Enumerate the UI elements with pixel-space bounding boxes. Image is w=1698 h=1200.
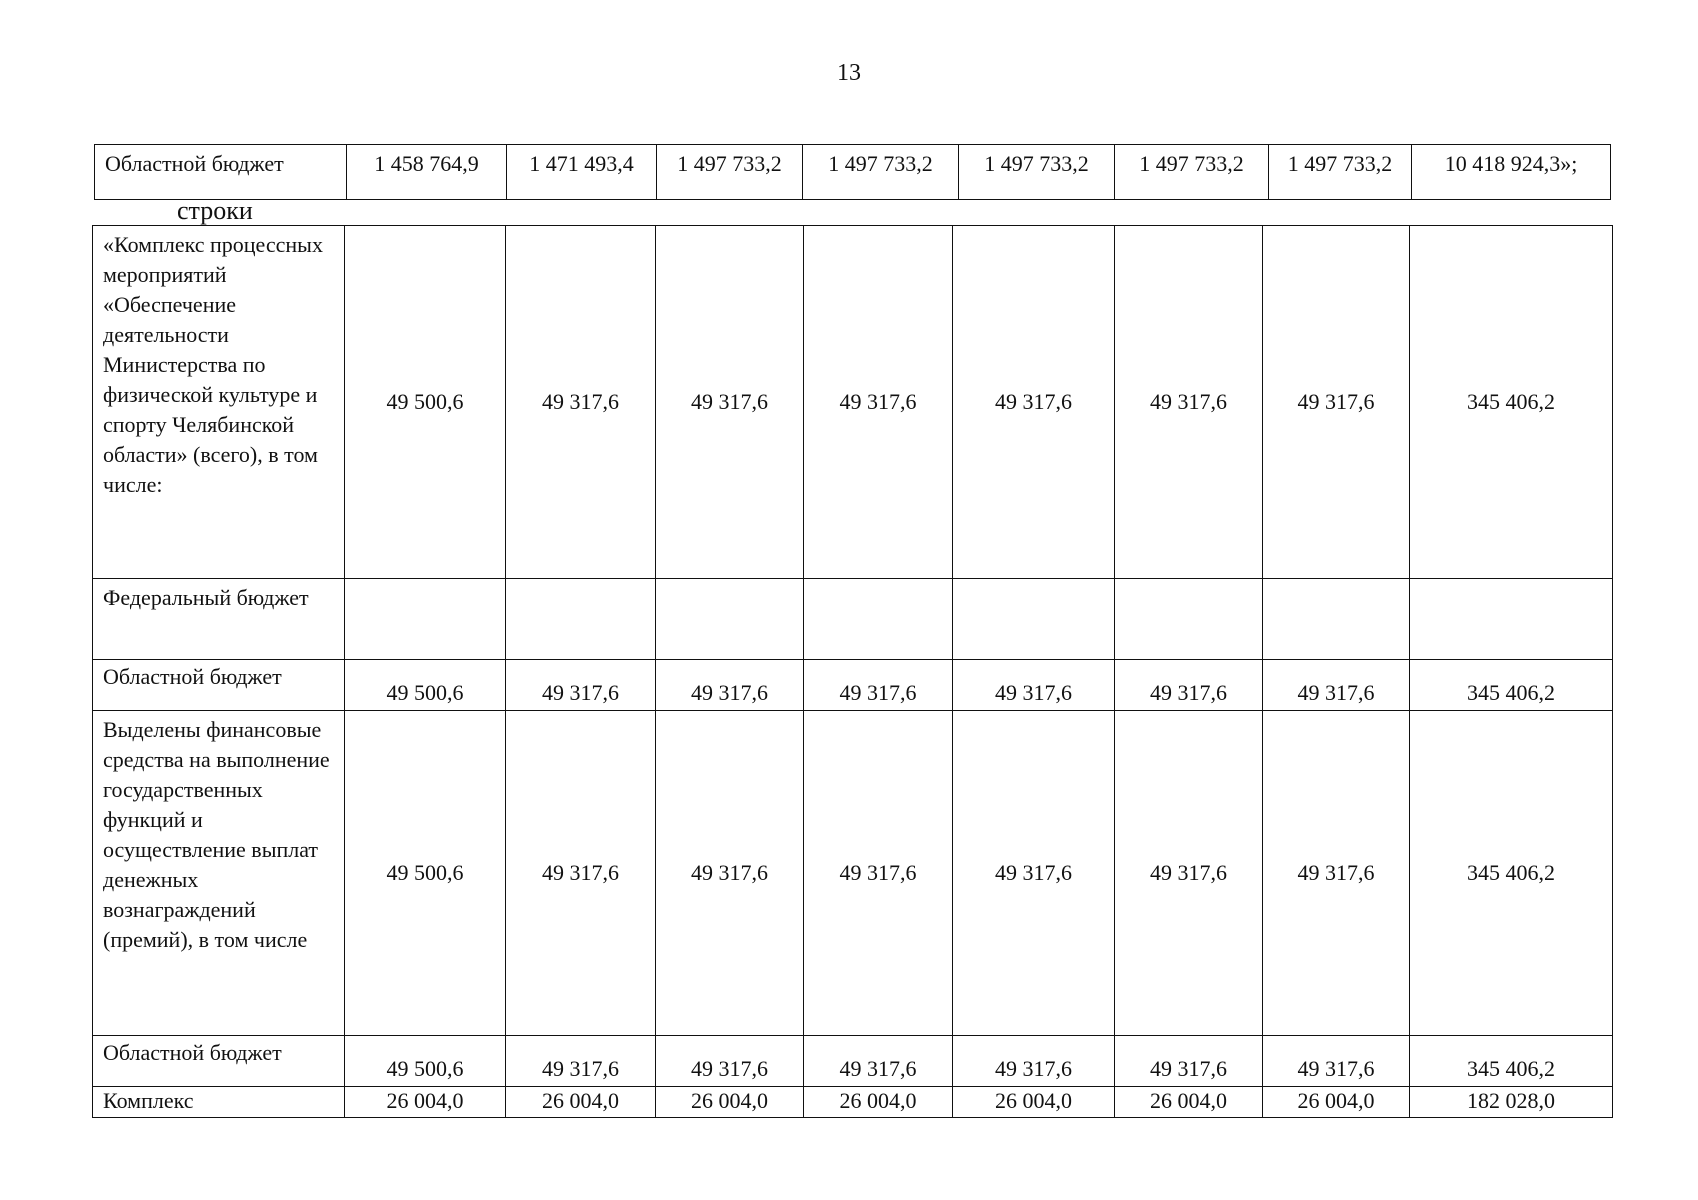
value-cell: 26 004,0 (345, 1087, 506, 1118)
value-cell: 49 317,6 (804, 711, 953, 1036)
value-cell: 49 317,6 (1115, 226, 1263, 579)
value-cell: 49 317,6 (804, 226, 953, 579)
value-cell: 345 406,2 (1410, 1036, 1613, 1087)
table-row (93, 711, 1613, 1036)
value-cell: 1 497 733,2 (803, 145, 959, 200)
value-cell (804, 579, 953, 660)
value-cell (1410, 579, 1613, 660)
value-cell: 49 317,6 (506, 226, 656, 579)
value-cell: 1 497 733,2 (657, 145, 803, 200)
value-cell: 1 458 764,9 (347, 145, 507, 200)
strings-caption: строки (177, 196, 253, 225)
value-cell: 26 004,0 (506, 1087, 656, 1118)
value-cell: 49 317,6 (953, 660, 1115, 711)
value-cell: 49 317,6 (1115, 1036, 1263, 1087)
table-row (93, 660, 1613, 711)
row-label: Областной бюджет (95, 145, 347, 200)
value-cell: 49 317,6 (656, 711, 804, 1036)
value-cell: 49 317,6 (1115, 711, 1263, 1036)
value-cell: 345 406,2 (1410, 711, 1613, 1036)
value-cell (1115, 579, 1263, 660)
budget-table-top (94, 144, 1611, 200)
row-label: «Комплекс процессных мероприятий «Обеспечение деятельности Министерства по физической культуре и спорту Челябинской области» (всего), в том числе: (93, 226, 345, 579)
value-cell: 26 004,0 (804, 1087, 953, 1118)
row-label: Областной бюджет (93, 660, 345, 711)
value-cell: 49 500,6 (345, 660, 506, 711)
budget-table-main (92, 225, 1613, 1118)
value-cell (656, 579, 804, 660)
value-cell: 1 497 733,2 (1115, 145, 1269, 200)
value-cell: 49 317,6 (1115, 660, 1263, 711)
row-label: Комплекс (93, 1087, 345, 1118)
row-label: Выделены финансовые средства на выполнение государственных функций и осуществление выплат денежных вознаграждений (премий), в том числе (93, 711, 345, 1036)
value-cell: 49 317,6 (804, 660, 953, 711)
value-cell (506, 579, 656, 660)
value-cell: 1 497 733,2 (1269, 145, 1412, 200)
page-number: 13 (837, 60, 861, 86)
value-cell (1263, 579, 1410, 660)
value-cell: 1 497 733,2 (959, 145, 1115, 200)
value-cell: 1 471 493,4 (507, 145, 657, 200)
table-row (95, 145, 1611, 200)
value-cell (953, 579, 1115, 660)
value-cell: 49 317,6 (656, 226, 804, 579)
table-row (93, 1087, 1613, 1118)
row-label: Областной бюджет (93, 1036, 345, 1087)
value-cell: 10 418 924,3»; (1412, 145, 1611, 200)
value-cell: 49 317,6 (656, 660, 804, 711)
table-row (93, 1036, 1613, 1087)
value-cell: 49 317,6 (953, 226, 1115, 579)
value-cell: 49 317,6 (506, 711, 656, 1036)
value-cell: 49 317,6 (506, 1036, 656, 1087)
table-row (93, 579, 1613, 660)
value-cell: 49 317,6 (953, 1036, 1115, 1087)
value-cell: 26 004,0 (656, 1087, 804, 1118)
value-cell: 345 406,2 (1410, 660, 1613, 711)
value-cell (345, 579, 506, 660)
value-cell: 345 406,2 (1410, 226, 1613, 579)
value-cell: 182 028,0 (1410, 1087, 1613, 1118)
value-cell: 26 004,0 (1115, 1087, 1263, 1118)
value-cell: 49 317,6 (656, 1036, 804, 1087)
value-cell: 49 317,6 (1263, 711, 1410, 1036)
value-cell: 49 317,6 (1263, 1036, 1410, 1087)
table-row (93, 226, 1613, 579)
value-cell: 26 004,0 (953, 1087, 1115, 1118)
value-cell: 49 500,6 (345, 1036, 506, 1087)
value-cell: 26 004,0 (1263, 1087, 1410, 1118)
value-cell: 49 500,6 (345, 226, 506, 579)
value-cell: 49 500,6 (345, 711, 506, 1036)
value-cell: 49 317,6 (804, 1036, 953, 1087)
value-cell: 49 317,6 (953, 711, 1115, 1036)
value-cell: 49 317,6 (1263, 226, 1410, 579)
row-label: Федеральный бюджет (93, 579, 345, 660)
value-cell: 49 317,6 (1263, 660, 1410, 711)
value-cell: 49 317,6 (506, 660, 656, 711)
